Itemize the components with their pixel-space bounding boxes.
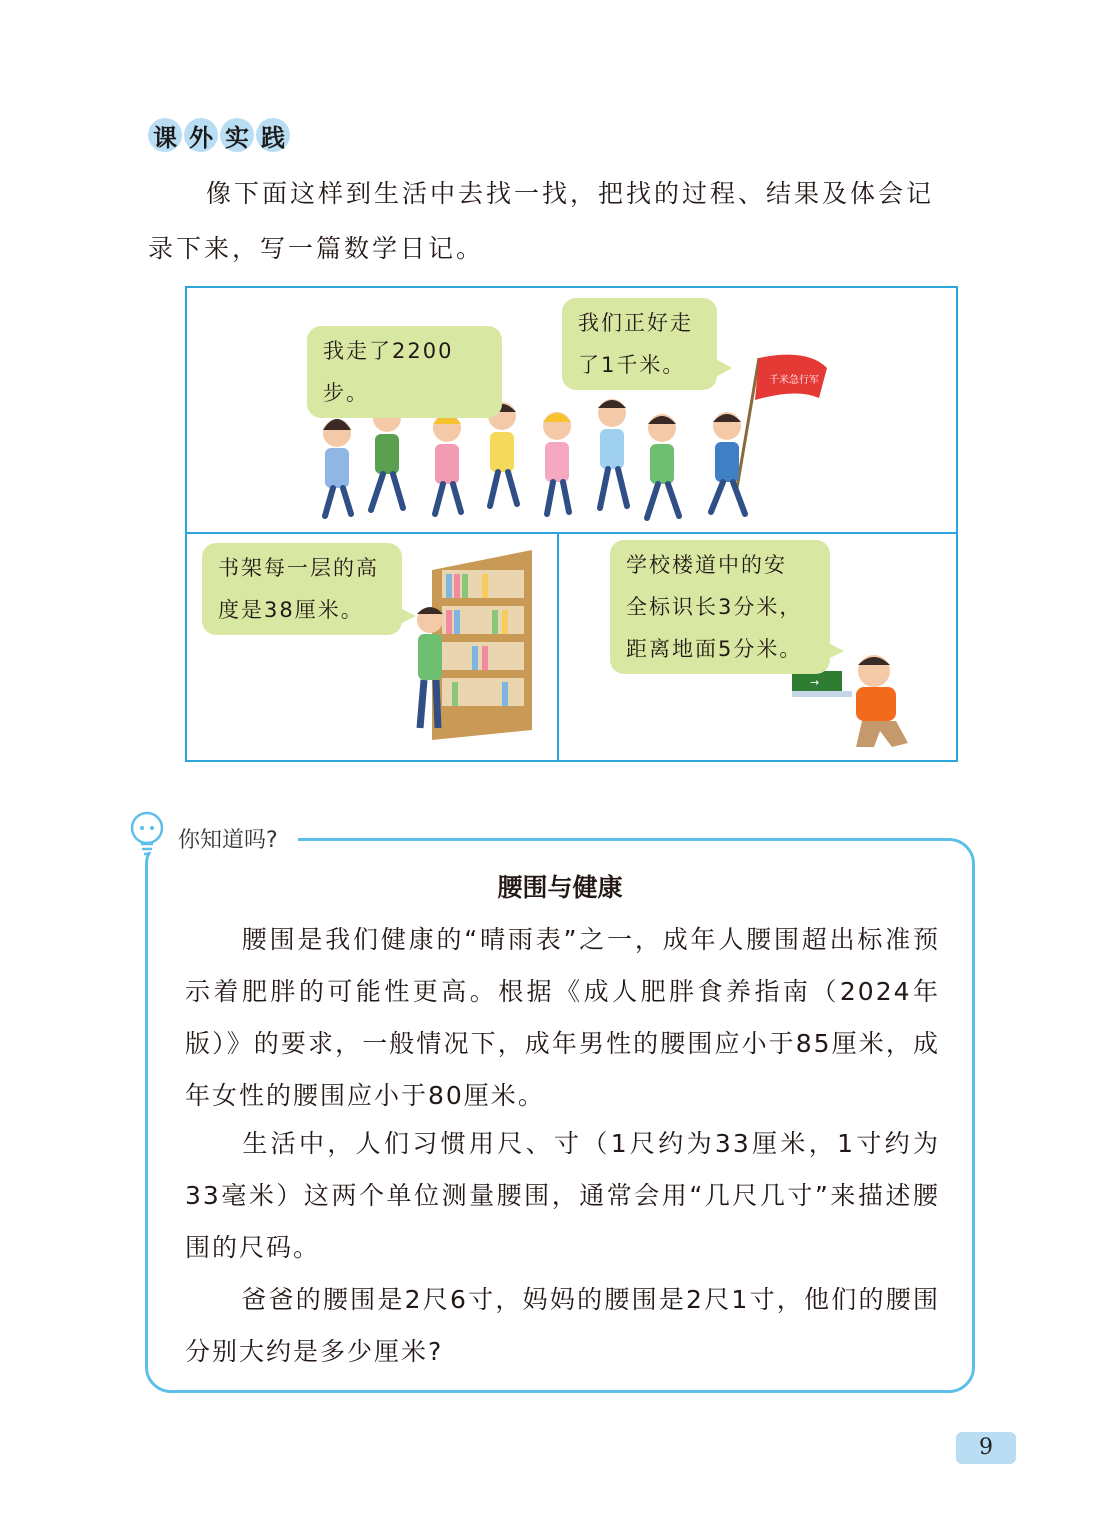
svg-text:→: → (810, 676, 820, 689)
lightbulb-icon (125, 808, 171, 862)
bubble-text: 了1千米。 (578, 353, 686, 377)
grid-divider-horizontal (187, 532, 956, 534)
flag-label: 千米急行军 (769, 375, 819, 386)
paragraph-text: 腰围是我们健康的“晴雨表”之一，成年人腰围超出标准预示着肥胖的可能性更高。根据《成人肥胖食养指南（2024年版）》的要求，一般情况下，成年男性的腰围应小于85厘米，成年女性的腰围应小于80厘米。 (185, 925, 940, 1110)
article-title: 腰围与健康 (497, 873, 623, 902)
speech-bubble-steps (307, 326, 502, 418)
section-char: 实 (220, 118, 254, 152)
paragraph-1 (185, 914, 940, 1122)
intro-text (148, 166, 983, 276)
section-char: 践 (256, 118, 290, 152)
bookshelf-illustration (412, 550, 552, 740)
paragraph-text: 爸爸的腰围是2尺6寸，妈妈的腰围是2尺1寸，他们的腰围分别大约是多少厘米? (185, 1285, 940, 1366)
speech-bubble-exit-sign (610, 540, 830, 674)
section-char: 外 (184, 118, 218, 152)
speech-bubble-kilometer (562, 298, 717, 390)
bubble-text: 书架每一层的高 (218, 556, 379, 580)
bubble-tail (400, 608, 416, 624)
bubble-text: 我走了2200步。 (323, 339, 454, 405)
paragraph-text: 生活中，人们习惯用尺、寸（1尺约为33厘米，1寸约为33毫米）这两个单位测量腰围，通常会用“几尺几寸”来描述腰围的尺码。 (185, 1129, 941, 1262)
bubble-text: 全标识长3分米， (626, 595, 803, 619)
page-number: 9 (956, 1432, 1016, 1464)
bubble-text: 学校楼道中的安 (626, 553, 787, 577)
activity-grid (185, 286, 958, 762)
paragraph-2 (185, 1118, 940, 1274)
grid-divider-vertical (557, 532, 559, 762)
intro-line-1: 像下面这样到生活中去找一找，把找的过程、结果及体会记 (206, 179, 935, 208)
bubble-tail (828, 643, 844, 659)
bubble-tail (382, 380, 402, 394)
flag-icon (737, 355, 827, 488)
section-char: 课 (148, 118, 182, 152)
intro-line-2: 录下来，写一篇数学日记。 (148, 234, 485, 263)
speech-bubble-bookshelf (202, 543, 402, 635)
bubble-text: 度是38厘米。 (218, 598, 364, 622)
bubble-text: 距离地面5分米。 (626, 637, 803, 661)
bubble-text: 我们正好走 (578, 311, 693, 335)
bubble-tail (714, 358, 732, 378)
did-you-know-label: 你知道吗? (178, 828, 278, 853)
section-header (148, 118, 292, 158)
paragraph-3 (185, 1274, 940, 1378)
